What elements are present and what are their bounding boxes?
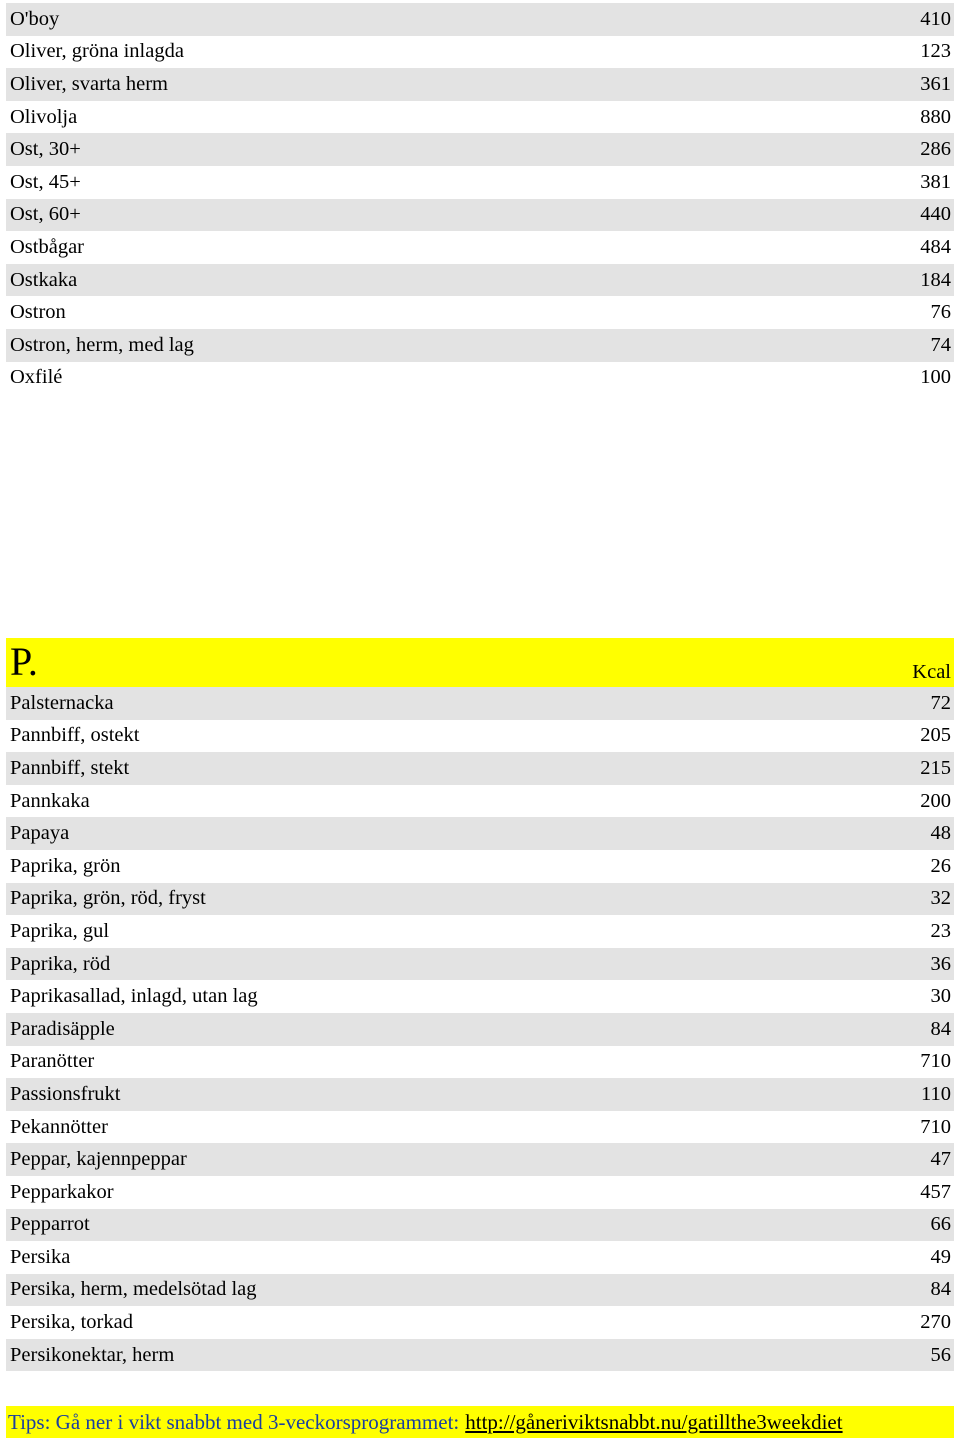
table-row [6,1209,954,1242]
kcal-value: 72 [930,691,951,714]
kcal-value: 880 [920,105,951,128]
food-name: Persika, torkad [10,1311,133,1334]
table-row [6,329,954,362]
food-table-o [6,3,954,394]
food-name: Pepparrot [10,1213,90,1236]
table-row [6,362,954,395]
kcal-value: 30 [930,985,951,1008]
food-name: Paprika, grön [10,854,121,877]
table-row [6,101,954,134]
kcal-value: 440 [920,203,951,226]
section-letter: P. [10,639,38,684]
food-name: Peppar, kajennpeppar [10,1148,187,1171]
table-row [6,133,954,166]
table-row [6,1339,954,1372]
kcal-value: 23 [930,919,951,942]
table-row [6,1176,954,1209]
food-name: Olivolja [10,105,78,128]
food-name: Persika, herm, medelsötad lag [10,1278,257,1301]
food-name: Persika [10,1245,71,1268]
food-table-p [6,687,954,1371]
food-name: Ost, 30+ [10,138,81,161]
tips-banner [6,1406,954,1438]
kcal-value: 381 [920,170,951,193]
table-row [6,720,954,753]
table-row [6,36,954,69]
table-row [6,1241,954,1274]
food-name: Oliver, gröna inlagda [10,40,184,63]
table-row [6,980,954,1013]
table-row [6,231,954,264]
table-row [6,915,954,948]
kcal-value: 270 [920,1311,951,1334]
kcal-value: 76 [930,301,951,324]
food-name: Persikonektar, herm [10,1343,175,1366]
kcal-value: 123 [920,40,951,63]
kcal-value: 215 [920,756,951,779]
kcal-value: 56 [930,1343,951,1366]
table-row [6,817,954,850]
food-name: Pannkaka [10,789,90,812]
table-row [6,850,954,883]
table-row [6,264,954,297]
food-name: Ost, 60+ [10,203,81,226]
food-name: Paprika, gul [10,919,110,942]
table-row [6,1046,954,1079]
kcal-value: 710 [920,1050,951,1073]
food-name: Paradisäpple [10,1017,115,1040]
table-row [6,3,954,36]
kcal-value: 361 [920,72,951,95]
food-name: Ostkaka [10,268,78,291]
table-row [6,687,954,720]
table-row [6,1143,954,1176]
kcal-value: 32 [930,887,951,910]
table-row [6,1078,954,1111]
kcal-value: 710 [920,1115,951,1138]
kcal-value: 410 [920,7,951,30]
food-name: Paranötter [10,1050,95,1073]
table-row [6,785,954,818]
food-name: O'boy [10,7,60,30]
food-name: Pannbiff, ostekt [10,724,140,747]
table-row [6,68,954,101]
table-row [6,1306,954,1339]
food-name: Paprika, röd [10,952,111,975]
table-row [6,166,954,199]
kcal-value: 457 [920,1180,951,1203]
kcal-value: 36 [930,952,951,975]
section-header-p [6,638,954,687]
food-name: Ostbågar [10,235,85,258]
tips-text: Tips: Gå ner i vikt snabbt med 3-veckorsprogrammet: [8,1409,460,1434]
table-row [6,948,954,981]
food-name: Pannbiff, stekt [10,756,130,779]
kcal-value: 205 [920,724,951,747]
food-name: Ostron [10,301,66,324]
food-name: Papaya [10,822,70,845]
tips-link[interactable]: http://gåneriviktsnabbt.nu/gatillthe3weekdiet [465,1409,843,1434]
table-row [6,296,954,329]
kcal-value: 484 [920,235,951,258]
food-name: Paprika, grön, röd, fryst [10,887,206,910]
table-row [6,752,954,785]
kcal-value: 100 [920,366,951,389]
kcal-value: 184 [920,268,951,291]
table-row [6,883,954,916]
food-name: Oxfilé [10,366,63,389]
kcal-value: 26 [930,854,951,877]
food-name: Ost, 45+ [10,170,81,193]
food-name: Pepparkakor [10,1180,114,1203]
kcal-value: 84 [930,1017,951,1040]
kcal-column-header: Kcal [912,661,951,683]
table-row [6,1111,954,1144]
food-name: Passionsfrukt [10,1082,121,1105]
kcal-value: 47 [930,1148,951,1171]
food-name: Paprikasallad, inlagd, utan lag [10,985,258,1008]
table-row [6,199,954,232]
food-name: Ostron, herm, med lag [10,333,194,356]
kcal-value: 74 [930,333,951,356]
kcal-value: 49 [930,1245,951,1268]
kcal-value: 66 [930,1213,951,1236]
table-row [6,1274,954,1307]
food-name: Oliver, svarta herm [10,72,168,95]
table-row [6,1013,954,1046]
food-name: Pekannötter [10,1115,108,1138]
kcal-value: 200 [920,789,951,812]
kcal-value: 110 [921,1082,951,1105]
kcal-value: 286 [920,138,951,161]
kcal-value: 48 [930,822,951,845]
food-name: Palsternacka [10,691,114,714]
kcal-value: 84 [930,1278,951,1301]
